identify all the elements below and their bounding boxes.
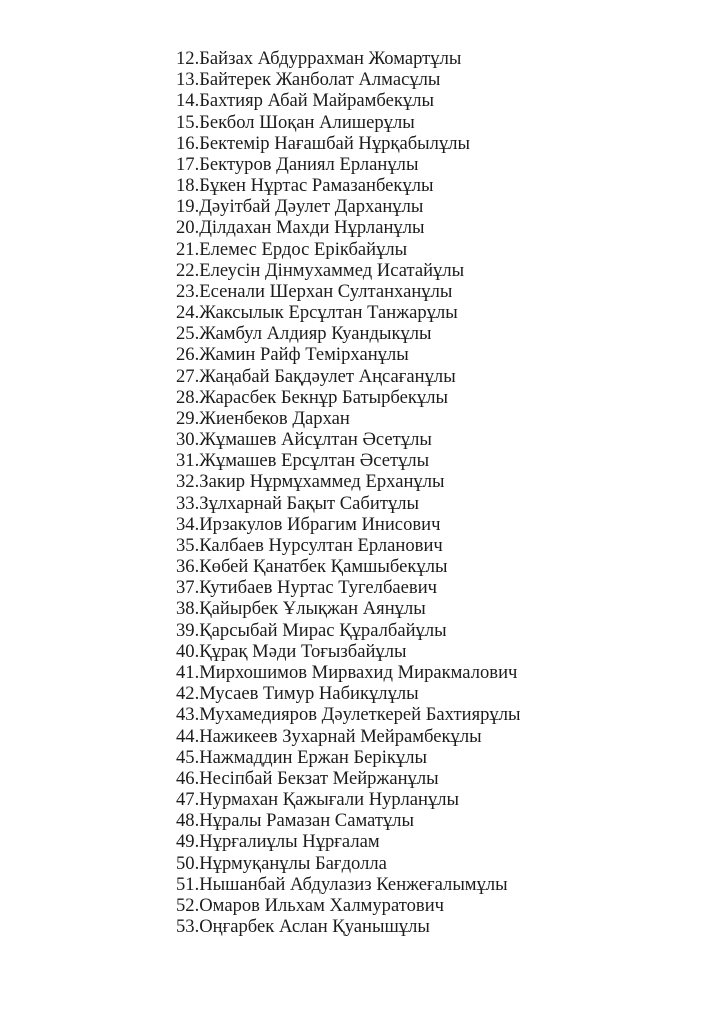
list-item [176, 387, 520, 408]
item-number: 31. [176, 450, 200, 472]
item-name: Мирхошимов Мирвахид Миракмалович [199, 661, 518, 683]
item-name: Дәуітбай Дәулет Дарханұлы [199, 196, 424, 218]
item-number: 37. [176, 577, 200, 599]
item-name: Құрақ Мәди Тоғызбайұлы [199, 640, 407, 662]
list-item [176, 408, 520, 429]
item-number: 14. [176, 90, 200, 112]
list-item [176, 577, 520, 598]
list-item [176, 810, 520, 831]
list-item [176, 493, 520, 514]
item-name: Мусаев Тимур Набикұлұлы [199, 683, 419, 705]
item-name: Жұмашев Ерсұлтан Әсетұлы [199, 450, 430, 472]
list-item [176, 344, 520, 365]
item-number: 22. [176, 259, 200, 281]
item-name: Нышанбай Абдулазиз Кенжеғалымұлы [199, 873, 508, 895]
item-number: 47. [176, 789, 200, 811]
item-name: Зұлхарнай Бақыт Сабитұлы [199, 492, 420, 514]
item-number: 21. [176, 238, 200, 260]
item-name: Калбаев Нурсултан Ерланович [199, 534, 443, 556]
list-item [176, 662, 520, 683]
item-number: 38. [176, 598, 200, 620]
item-name: Нұрмуқанұлы Бағдолла [199, 852, 387, 874]
list-item [176, 556, 520, 577]
item-number: 15. [176, 111, 200, 133]
list-item [176, 133, 520, 154]
item-name: Оңғарбек Аслан Қуанышұлы [199, 916, 430, 938]
item-name: Нурмахан Қажығали Нурланұлы [199, 789, 460, 811]
list-item [176, 916, 520, 937]
list-item [176, 429, 520, 450]
item-number: 28. [176, 386, 200, 408]
item-name: Нұрғалиұлы Нұрғалам [199, 831, 380, 853]
item-number: 34. [176, 513, 200, 535]
item-name: Бектемір Нағашбай Нұрқабылұлы [199, 132, 471, 154]
list-item [176, 853, 520, 874]
item-number: 33. [176, 492, 200, 514]
item-name: Жамбул Алдияр Куандыкұлы [199, 323, 432, 345]
item-name: Елемес Ердос Ерікбайұлы [199, 238, 408, 260]
item-number: 35. [176, 534, 200, 556]
list-item [176, 175, 520, 196]
list-item [176, 598, 520, 619]
list-item [176, 281, 520, 302]
item-name: Байтерек Жанболат Алмасұлы [199, 69, 441, 91]
list-item [176, 48, 520, 69]
item-number: 16. [176, 132, 200, 154]
item-number: 25. [176, 323, 200, 345]
item-number: 51. [176, 873, 200, 895]
list-item [176, 895, 520, 916]
item-name: Жиенбеков Дархан [199, 407, 350, 429]
item-number: 45. [176, 746, 200, 768]
list-item [176, 874, 520, 895]
list-item [176, 768, 520, 789]
list-item [176, 726, 520, 747]
list-item [176, 789, 520, 810]
item-number: 48. [176, 810, 200, 832]
item-number: 39. [176, 619, 200, 641]
item-name: Нажикеев Зухарнай Мейрамбекұлы [199, 725, 482, 747]
item-name: Омаров Ильхам Халмуратович [199, 894, 445, 916]
item-name: Бекбол Шоқан Алишерұлы [199, 111, 415, 133]
item-number: 13. [176, 69, 200, 91]
list-item [176, 831, 520, 852]
item-number: 46. [176, 767, 200, 789]
item-name: Қайырбек Ұлықжан Аянұлы [199, 598, 426, 620]
item-number: 29. [176, 407, 200, 429]
list-item [176, 450, 520, 471]
list-item [176, 683, 520, 704]
item-name: Бұкен Нұртас Рамазанбекұлы [199, 175, 434, 197]
item-name: Көбей Қанатбек Қамшыбекұлы [199, 556, 448, 578]
item-number: 41. [176, 661, 200, 683]
list-item [176, 302, 520, 323]
item-name: Жамин Райф Темірханұлы [199, 344, 409, 366]
item-number: 49. [176, 831, 200, 853]
list-item [176, 704, 520, 725]
item-number: 24. [176, 302, 200, 324]
item-number: 23. [176, 280, 200, 302]
item-number: 19. [176, 196, 200, 218]
item-name: Жаксылык Ерсұлтан Танжарұлы [199, 302, 458, 324]
item-number: 30. [176, 429, 200, 451]
item-number: 27. [176, 365, 200, 387]
item-number: 42. [176, 683, 200, 705]
item-name: Ділдахан Махди Нұрланұлы [199, 217, 425, 239]
list-item [176, 217, 520, 238]
list-item [176, 154, 520, 175]
item-name: Жұмашев Айсұлтан Әсетұлы [199, 429, 432, 451]
item-number: 36. [176, 556, 200, 578]
item-number: 32. [176, 471, 200, 493]
list-item [176, 112, 520, 133]
list-item [176, 535, 520, 556]
item-name: Нұралы Рамазан Саматұлы [199, 810, 415, 832]
item-name: Елеусін Дінмухаммед Исатайұлы [199, 259, 465, 281]
item-name: Бахтияр Абай Майрамбекұлы [199, 90, 435, 112]
item-number: 17. [176, 153, 200, 175]
list-item [176, 514, 520, 535]
list-item [176, 620, 520, 641]
item-number: 18. [176, 175, 200, 197]
item-name: Жаңабай Бақдәулет Аңсағанұлы [199, 365, 456, 387]
list-item [176, 323, 520, 344]
item-name: Бектуров Даниял Ерланұлы [199, 153, 419, 175]
item-number: 40. [176, 640, 200, 662]
item-name: Жарасбек Бекнұр Батырбекұлы [199, 386, 448, 408]
item-name: Ирзакулов Ибрагим Инисович [199, 513, 441, 535]
list-item [176, 239, 520, 260]
item-number: 52. [176, 894, 200, 916]
list-item [176, 747, 520, 768]
item-number: 12. [176, 48, 200, 69]
list-item [176, 196, 520, 217]
list-item [176, 641, 520, 662]
item-number: 20. [176, 217, 200, 239]
list-item [176, 471, 520, 492]
item-name: Несіпбай Бекзат Мейржанұлы [199, 767, 439, 789]
item-name: Есенали Шерхан Султанханұлы [199, 280, 453, 302]
list-item [176, 90, 520, 111]
item-number: 53. [176, 916, 200, 938]
item-name: Закир Нұрмұхаммед Ерханұлы [199, 471, 445, 493]
list-item [176, 260, 520, 281]
item-name: Байзах Абдуррахман Жомартұлы [199, 48, 462, 69]
item-number: 43. [176, 704, 200, 726]
list-item [176, 69, 520, 90]
item-name: Мухамедияров Дәулеткерей Бахтиярұлы [199, 704, 521, 726]
numbered-name-list [176, 48, 520, 937]
item-name: Нажмаддин Ержан Берікұлы [199, 746, 427, 768]
item-number: 50. [176, 852, 200, 874]
item-number: 26. [176, 344, 200, 366]
item-name: Қарсыбай Мирас Құралбайұлы [199, 619, 447, 641]
list-item [176, 366, 520, 387]
item-name: Кутибаев Нуртас Тугелбаевич [199, 577, 437, 599]
item-number: 44. [176, 725, 200, 747]
